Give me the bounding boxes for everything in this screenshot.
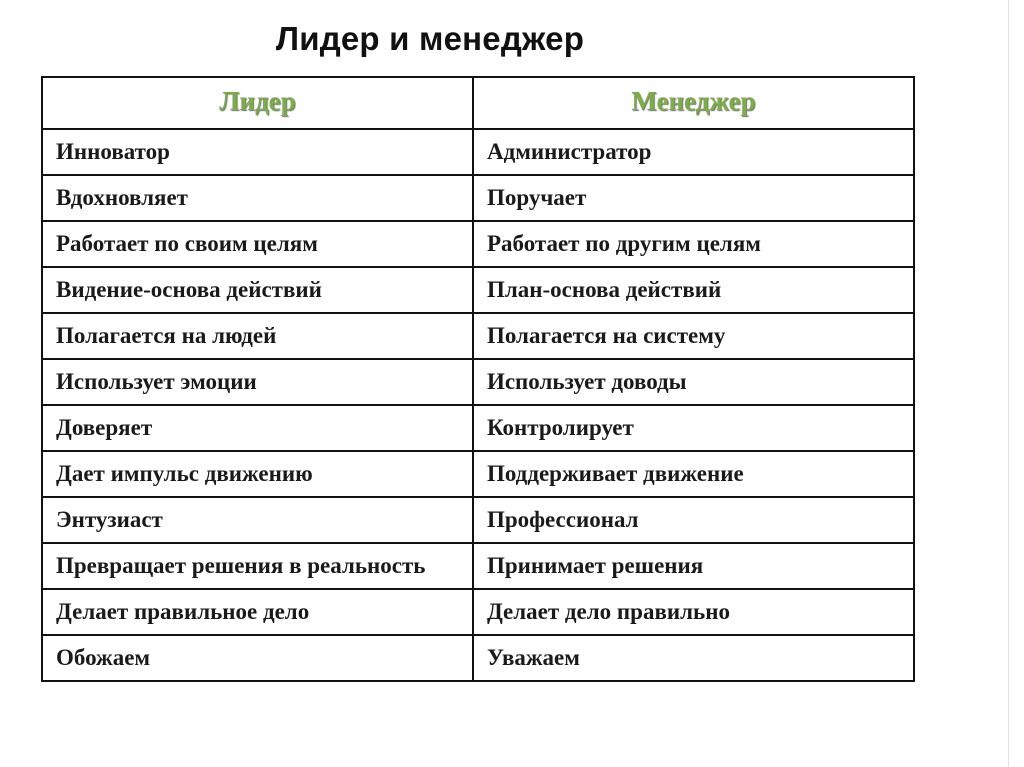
manager-cell: Контролирует xyxy=(473,405,914,451)
table-row xyxy=(42,359,914,405)
manager-cell: Принимает решения xyxy=(473,543,914,589)
table-row xyxy=(42,221,914,267)
table-row xyxy=(42,405,914,451)
manager-cell: Поддерживает движение xyxy=(473,451,914,497)
leader-cell: Превращает решения в реальность xyxy=(42,543,473,589)
leader-cell: Работает по своим целям xyxy=(42,221,473,267)
leader-cell: Энтузиаст xyxy=(42,497,473,543)
leader-cell: Инноватор xyxy=(42,129,473,175)
manager-cell: Администратор xyxy=(473,129,914,175)
leader-cell: Дает импульс движению xyxy=(42,451,473,497)
manager-cell: План-основа действий xyxy=(473,267,914,313)
column-header-leader: Лидер xyxy=(42,77,473,129)
leader-cell: Полагается на людей xyxy=(42,313,473,359)
comparison-table xyxy=(41,76,915,682)
leader-cell: Делает правильное дело xyxy=(42,589,473,635)
manager-cell: Полагается на систему xyxy=(473,313,914,359)
manager-cell: Уважаем xyxy=(473,635,914,681)
table-row xyxy=(42,451,914,497)
table-row xyxy=(42,497,914,543)
leader-cell: Доверяет xyxy=(42,405,473,451)
manager-cell: Профессионал xyxy=(473,497,914,543)
page-title: Лидер и менеджер xyxy=(275,20,585,57)
manager-cell: Поручает xyxy=(473,175,914,221)
leader-cell: Обожаем xyxy=(42,635,473,681)
manager-cell: Использует доводы xyxy=(473,359,914,405)
leader-cell: Видение-основа действий xyxy=(42,267,473,313)
manager-cell: Работает по другим целям xyxy=(473,221,914,267)
leader-cell: Использует эмоции xyxy=(42,359,473,405)
table-header-row xyxy=(42,77,914,129)
table-row xyxy=(42,543,914,589)
table-row xyxy=(42,635,914,681)
column-header-manager: Менеджер xyxy=(473,77,914,129)
slide-edge-rule xyxy=(1008,0,1009,767)
table-row xyxy=(42,129,914,175)
leader-cell: Вдохновляет xyxy=(42,175,473,221)
table-row xyxy=(42,313,914,359)
manager-cell: Делает дело правильно xyxy=(473,589,914,635)
table-row xyxy=(42,175,914,221)
table-row xyxy=(42,589,914,635)
table-row xyxy=(42,267,914,313)
